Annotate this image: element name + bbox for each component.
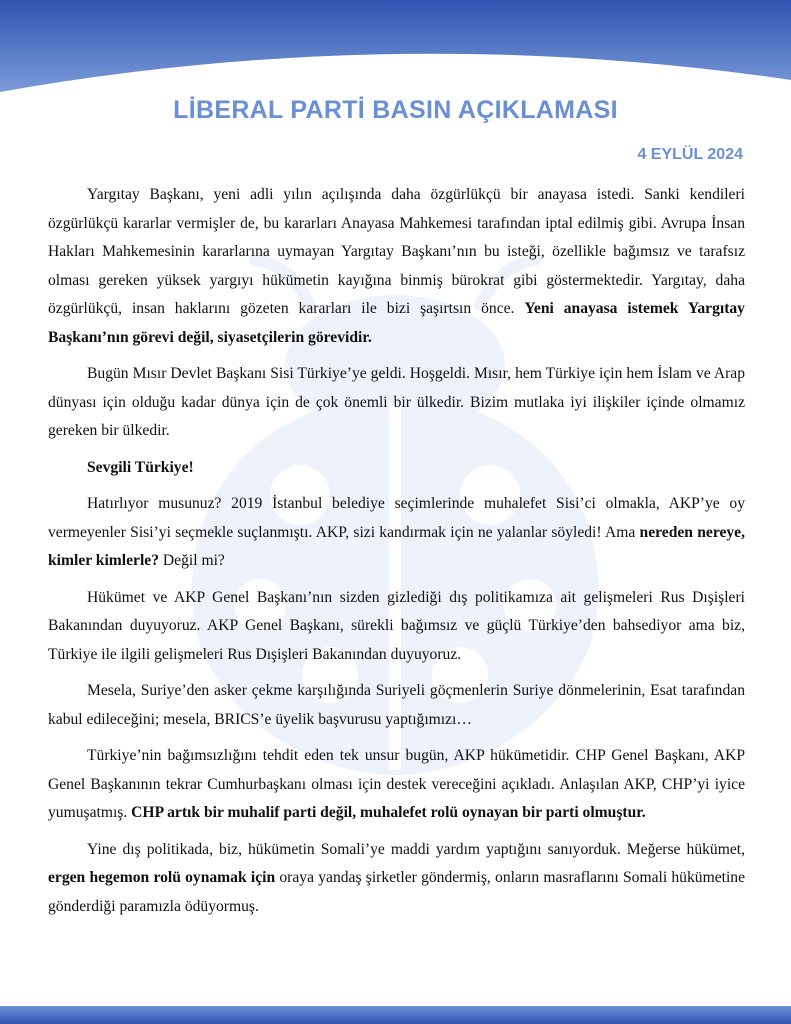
- paragraph-2: Bugün Mısır Devlet Başkanı Sisi Türkiye’ye geldi. Hoşgeldi. Mısır, hem Türkiye için hem İslam ve Arap dünyası için olduğu kadar dünya için de çok önemli bir ülkedir. Bizim mutlaka iyi ilişkiler içinde olmamız gereken bir ülkedir.: [48, 365, 745, 439]
- paragraph-4: Hatırlıyor musunuz? 2019 İstanbul belediye seçimlerinde muhalefet Sisi’ci olmakla, AKP’ye oy vermeyenler Sisi’yi seçmekle suçlanmıştı. AKP, sizi kandırmak için ne yalanlar söyledi! Ama nereden nereye, kimler kimlerle? Değil mi?: [48, 495, 745, 569]
- paragraph-7: Türkiye’nin bağımsızlığını tehdit eden tek unsur bugün, AKP hükümetidir. CHP Genel Başkanı, AKP Genel Başkanının tekrar Cumhurbaşkanı olması için destek vereceğini açıkladı. Anlaşılan AKP, CHP’yi iyice yumuşatmış. CHP artık bir muhalif parti değil, muhalefet rolü oynayan bir parti olmuştur.: [48, 747, 745, 821]
- header-wave-band: [0, 0, 791, 100]
- paragraph-1: Yargıtay Başkanı, yeni adli yılın açılışında daha özgürlükçü bir anayasa istedi. Sanki kendileri özgürlükçü kararlar vermişler de, bu kararları Anayasa Mahkemesi tarafından iptal edilmiş gibi. Avrupa İnsan Hakları Mahkemesinin kararlarına uymayan Yargıtay Başkanı’nın bu isteği, özellikle bağımsız ve tarafsız olması gereken yüksek yargıyı hükümetin kayığına binmiş bürokrat gibi göstermektedir. Yargıtay, daha özgürlükçü, insan haklarını gözeten kararları ile bizi şaşırtsın önce. Yeni anayasa istemek Yargıtay Başkanı’nın görevi değil, siyasetçilerin görevidir.: [48, 186, 745, 346]
- page-title: LİBERAL PARTİ BASIN AÇIKLAMASI: [173, 96, 618, 124]
- paragraph-5: Hükümet ve AKP Genel Başkanı’nın sizden gizlediği dış politikamıza ait gelişmeleri Rus Dışişleri Bakanından duyuyoruz. AKP Genel Başkanı, sürekli bağımsız ve güçlü Türkiye’den bahsediyor ama biz, Türkiye ile ilgili gelişmeleri Rus Dışişleri Bakanından duyuyoruz.: [48, 588, 745, 663]
- release-date: 4 EYLÜL 2024: [637, 146, 743, 163]
- press-release-body: [48, 181, 745, 921]
- paragraph-3-heading: Sevgili Türkiye!: [87, 458, 194, 476]
- paragraph-6: Mesela, Suriye’den asker çekme karşılığında Suriyeli göçmenlerin Suriye dönmelerinin, Esat tarafından kabul edileceğini; mesela, BRICS’e üyelik başvurusu yaptığımızı…: [48, 682, 745, 728]
- paragraph-8: Yine dış politikada, biz, hükümetin Somali’ye maddi yardım yaptığını sanıyorduk. Meğerse hükümet, ergen hegemon rolü oynamak için oraya yandaş şirketler göndermiş, onların masraflarını Somali hükümetine gönderdiği paramızla ödüyormuş.: [48, 840, 746, 915]
- footer-band: [0, 1006, 791, 1024]
